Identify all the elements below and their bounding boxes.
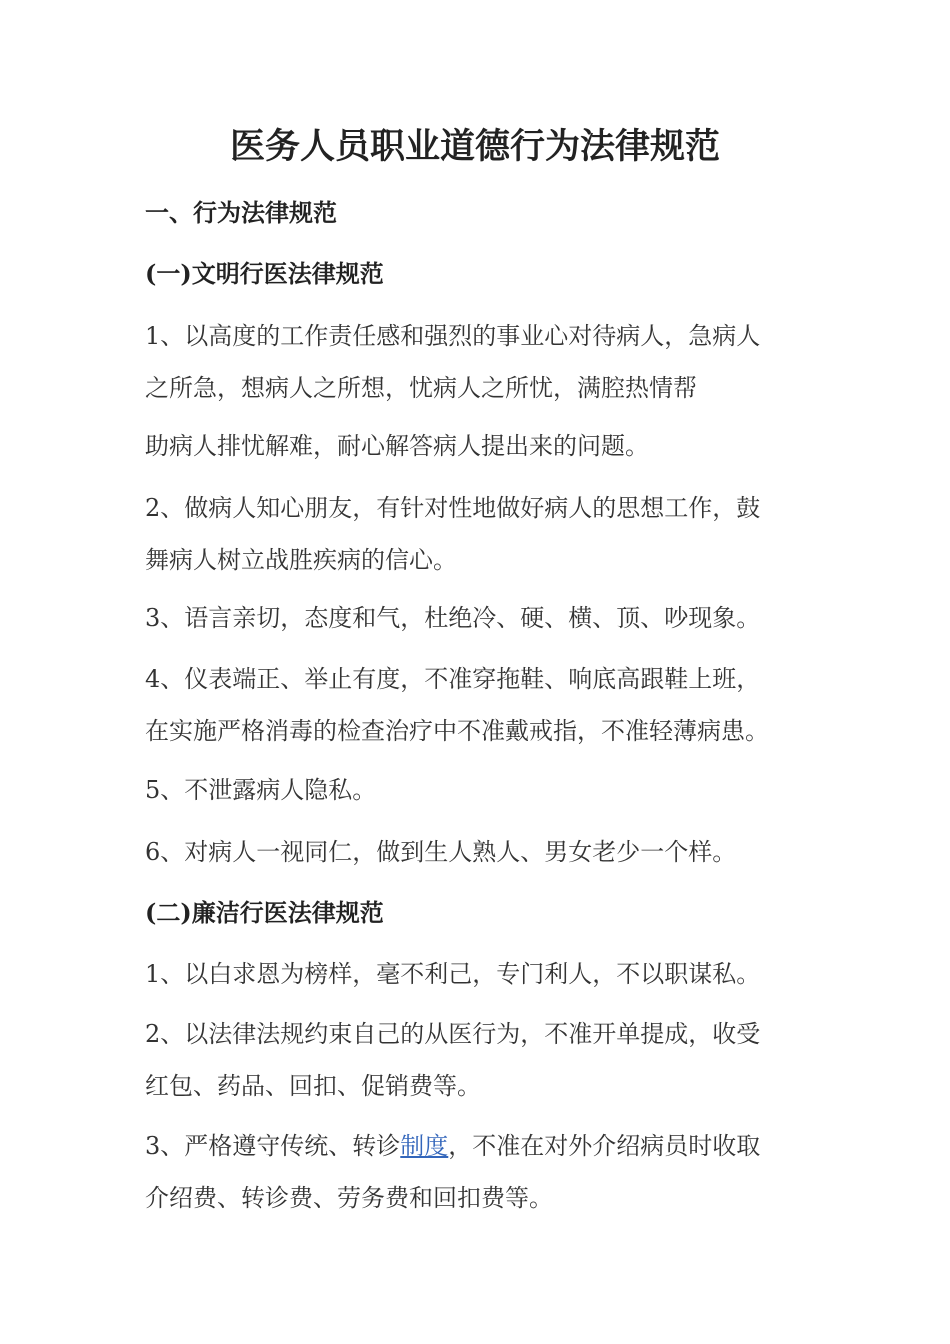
item-text-line: 之所急，想病人之所想，忧病人之所忧，满腔热情帮	[145, 374, 697, 402]
item-text-line: 2、做病人知心朋友，有针对性地做好病人的思想工作，鼓	[145, 494, 761, 522]
list-item	[145, 482, 805, 586]
list-item	[145, 826, 805, 878]
list-item	[145, 1008, 805, 1112]
item-text-line: 1、以高度的工作责任感和强烈的事业心对待病人，急病人	[145, 322, 761, 350]
item-text-line: 在实施严格消毒的检查治疗中不准戴戒指，不准轻薄病患。	[145, 717, 769, 745]
subsection-heading-clean-practice: (二)廉洁行医法律规范	[145, 898, 384, 927]
item-text-prefix: 3、严格遵守传统、转诊	[145, 1132, 401, 1160]
section-heading-behavior-law: 一、行为法律规范	[145, 198, 337, 227]
list-item-continuation	[145, 420, 805, 472]
item-text-line: 2、以法律法规约束自己的从医行为，不准开单提成，收受	[145, 1020, 761, 1048]
item-text-line: 5、不泄露病人隐私。	[145, 776, 377, 804]
item-text-line	[145, 1120, 805, 1172]
item-text-line: 1、以白求恩为榜样，毫不利己，专门利人，不以职谋私。	[145, 960, 761, 988]
list-item	[145, 1120, 805, 1224]
item-text-line: 6、对病人一视同仁，做到生人熟人、男女老少一个样。	[145, 838, 737, 866]
item-text-line: 助病人排忧解难，耐心解答病人提出来的问题。	[145, 432, 649, 460]
item-text-line: 介绍费、转诊费、劳务费和回扣费等。	[145, 1184, 553, 1212]
item-text-line: 3、语言亲切，态度和气，杜绝冷、硬、横、顶、吵现象。	[145, 604, 761, 632]
document-title: 医务人员职业道德行为法律规范	[229, 126, 720, 167]
list-item	[145, 310, 805, 414]
item-text-line: 红包、药品、回扣、促销费等。	[145, 1072, 481, 1100]
system-link[interactable]: 制度	[400, 1132, 449, 1160]
list-item	[145, 653, 805, 757]
list-item	[145, 592, 805, 644]
item-text-line: 4、仪表端正、举止有度，不准穿拖鞋、响底高跟鞋上班，	[145, 665, 761, 693]
subsection-heading-civilized-practice: (一)文明行医法律规范	[145, 259, 384, 288]
list-item	[145, 948, 805, 1000]
list-item	[145, 764, 805, 816]
item-text-suffix: ，不准在对外介绍病员时收取	[448, 1132, 761, 1160]
item-text-line: 舞病人树立战胜疾病的信心。	[145, 546, 457, 574]
